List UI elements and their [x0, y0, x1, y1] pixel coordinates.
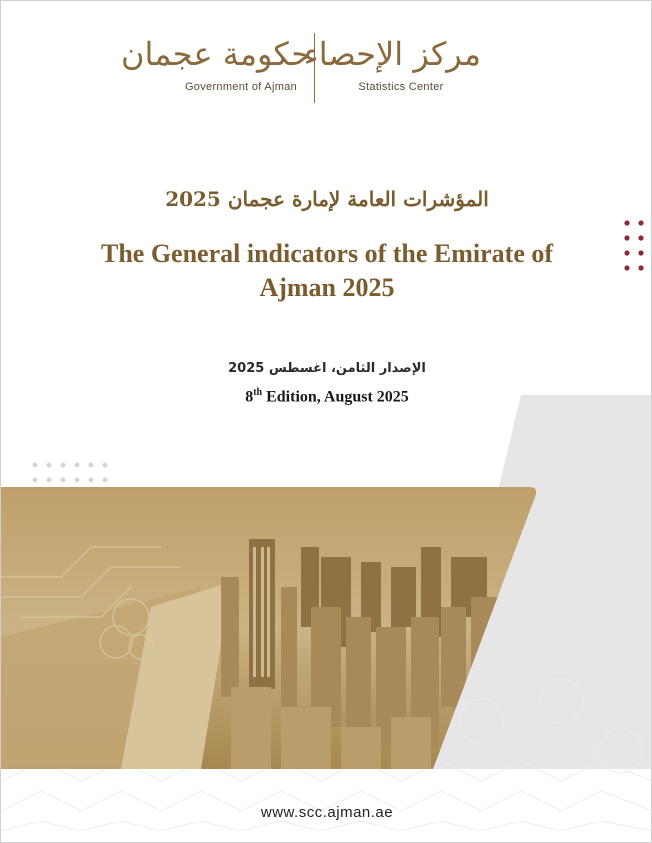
ajman-city-photo: [1, 487, 537, 769]
edition-arabic: الإصدار الثامن، اغسطس 2025: [228, 361, 426, 376]
stats-logo-english: Statistics Center: [358, 81, 444, 93]
edition-number: 8: [245, 388, 254, 406]
edition-suffix: th: [253, 387, 263, 398]
gov-logo-arabic: حكومة عجمان: [121, 35, 311, 73]
edition-english: [1, 387, 652, 406]
government-of-ajman-logo: [121, 31, 311, 93]
statistics-center-logo: [303, 31, 481, 93]
website-url[interactable]: www.scc.ajman.ae: [260, 804, 394, 821]
title-arabic: المؤشرات العامة لإمارة عجمان 2025: [165, 187, 489, 211]
dot-grid-icon: [623, 219, 649, 273]
gov-logo-english: Government of Ajman: [184, 81, 298, 93]
edition-date: Edition, August 2025: [262, 388, 409, 406]
stats-logo-arabic: مركز الإحصاء: [303, 35, 481, 73]
title-english: The General indicators of the Emirate of Ajman 2025: [100, 239, 554, 302]
